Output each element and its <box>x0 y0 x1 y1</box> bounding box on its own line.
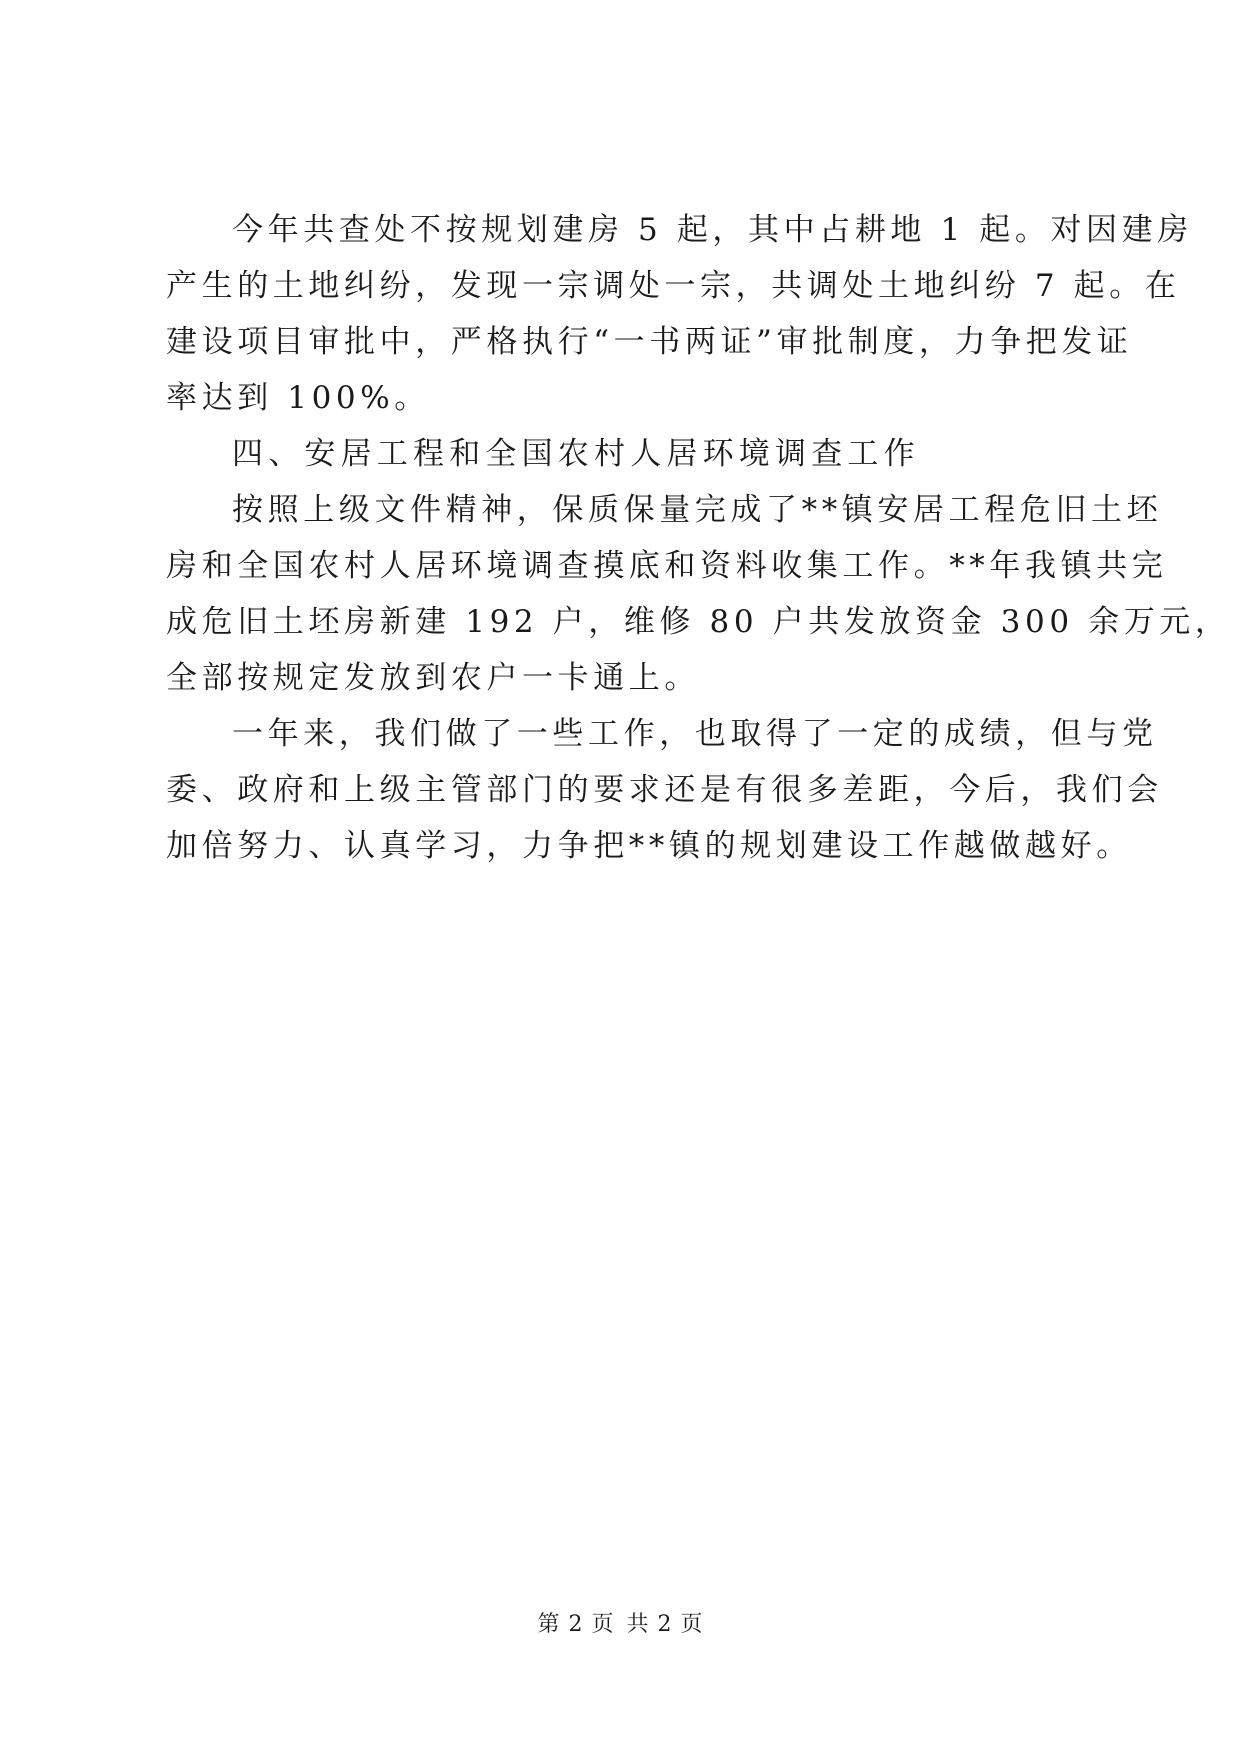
paragraph-line: 产生的土地纠纷，发现一宗调处一宗，共调处土地纠纷 7 起。在 <box>166 268 1181 304</box>
paragraph-line: 一年来，我们做了一些工作，也取得了一定的成绩，但与党 <box>232 716 1158 752</box>
paragraph-line: 加倍努力、认真学习，力争把**镇的规划建设工作越做越好。 <box>166 828 1132 864</box>
paragraph-line: 委、政府和上级主管部门的要求还是有很多差距，今后，我们会 <box>166 772 1163 808</box>
paragraph-line: 建设项目审批中，严格执行“一书两证”审批制度，力争把发证 <box>166 324 1133 360</box>
page-number: 第 2 页 <box>537 1612 615 1637</box>
page-footer <box>0 1610 1241 1640</box>
section-heading: 四、安居工程和全国农村人居环境调查工作 <box>232 436 920 472</box>
paragraph-line: 房和全国农村人居环境调查摸底和资料收集工作。**年我镇共完 <box>166 548 1168 584</box>
paragraph-line: 成危旧土坯房新建 192 户，维修 80 户共发放资金 300 余万元， <box>166 604 1231 640</box>
paragraph-line: 率达到 100%。 <box>166 380 430 416</box>
paragraph-line: 今年共查处不按规划建房 5 起，其中占耕地 1 起。对因建房 <box>232 212 1193 248</box>
paragraph-line: 全部按规定发放到农户一卡通上。 <box>166 660 700 696</box>
paragraph-line: 按照上级文件精神，保质保量完成了**镇安居工程危旧土坯 <box>232 492 1163 528</box>
page-total: 共 2 页 <box>626 1612 704 1637</box>
